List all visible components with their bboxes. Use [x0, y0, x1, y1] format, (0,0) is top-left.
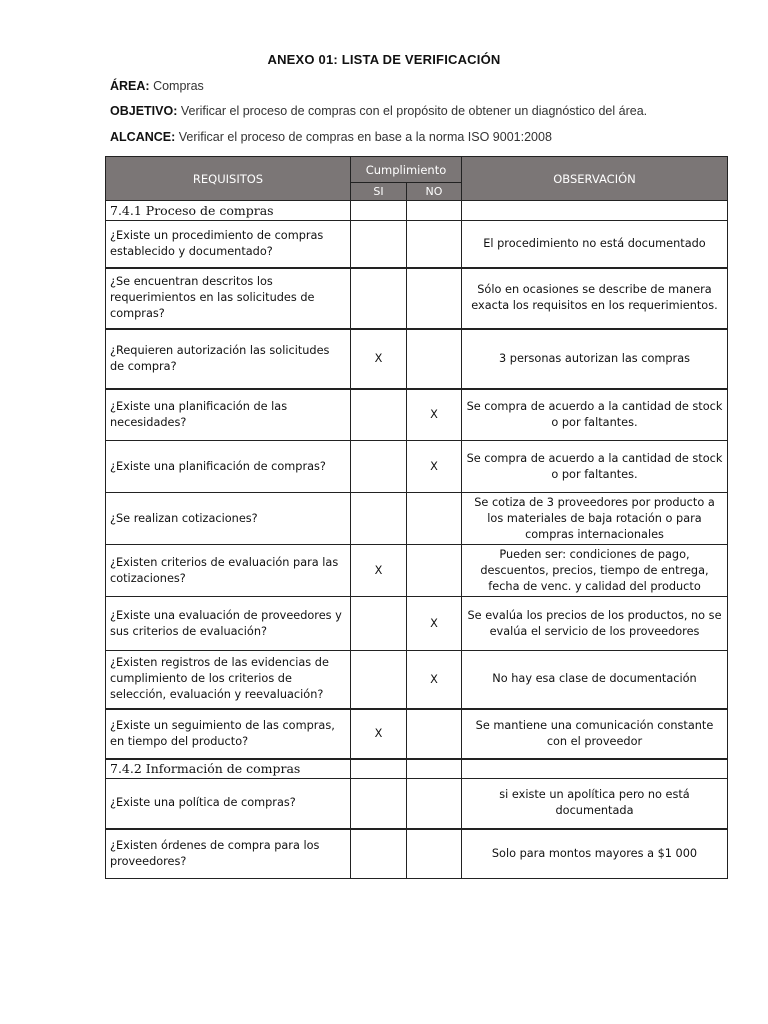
objective-line	[110, 104, 647, 118]
requirement-cell: ¿Existe una planificación de compras?	[106, 441, 351, 493]
observation-cell: Se evalúa los precios de los productos, no se evalúa el servicio de los proveedores	[462, 597, 728, 651]
table-row	[106, 651, 728, 709]
section-row	[106, 759, 728, 779]
area-value: Compras	[153, 79, 204, 93]
si-cell: X	[351, 545, 407, 597]
si-cell	[351, 389, 407, 441]
no-cell: X	[407, 441, 462, 493]
requirement-cell: ¿Existe una planificación de las necesidades?	[106, 389, 351, 441]
observation-cell: 3 personas autorizan las compras	[462, 329, 728, 389]
requirement-cell: ¿Existe una política de compras?	[106, 779, 351, 829]
table-row	[106, 597, 728, 651]
requirement-cell: ¿Existen registros de las evidencias de cumplimiento de los criterios de selección, evaluación y reevaluación?	[106, 651, 351, 709]
no-cell: X	[407, 651, 462, 709]
scope-line	[110, 130, 552, 144]
si-cell	[351, 597, 407, 651]
header-cumplimiento: Cumplimiento	[351, 157, 462, 183]
si-cell	[351, 221, 407, 268]
si-cell	[351, 779, 407, 829]
observation-cell: Se compra de acuerdo a la cantidad de stock o por faltantes.	[462, 441, 728, 493]
si-cell	[351, 268, 407, 329]
requirement-cell: ¿Requieren autorización las solicitudes de compra?	[106, 329, 351, 389]
observation-cell: Pueden ser: condiciones de pago, descuentos, precios, tiempo de entrega, fecha de venc. y calidad del producto	[462, 545, 728, 597]
header-observacion: OBSERVACIÓN	[462, 157, 728, 201]
table-row	[106, 829, 728, 879]
requirement-cell: ¿Existe una evaluación de proveedores y sus criterios de evaluación?	[106, 597, 351, 651]
area-label: ÁREA:	[110, 79, 150, 93]
table-row	[106, 221, 728, 268]
checklist-table	[105, 156, 728, 879]
observation-cell: El procedimiento no está documentado	[462, 221, 728, 268]
observation-cell: si existe un apolítica pero no está documentada	[462, 779, 728, 829]
no-cell: X	[407, 389, 462, 441]
section-title: 7.4.1 Proceso de compras	[106, 201, 351, 221]
no-cell	[407, 709, 462, 759]
si-cell	[351, 493, 407, 545]
no-cell	[407, 545, 462, 597]
observation-cell: No hay esa clase de documentación	[462, 651, 728, 709]
no-cell: X	[407, 597, 462, 651]
requirement-cell: ¿Existe un procedimiento de compras establecido y documentado?	[106, 221, 351, 268]
section-title: 7.4.2 Información de compras	[106, 759, 351, 779]
si-cell: X	[351, 329, 407, 389]
observation-cell: Solo para montos mayores a $1 000	[462, 829, 728, 879]
no-cell	[407, 779, 462, 829]
table-row	[106, 268, 728, 329]
requirement-cell: ¿Existe un seguimiento de las compras, en tiempo del producto?	[106, 709, 351, 759]
no-cell	[407, 268, 462, 329]
si-cell	[351, 441, 407, 493]
table-row	[106, 545, 728, 597]
table-row	[106, 779, 728, 829]
header-no: NO	[407, 183, 462, 201]
observation-cell: Sólo en ocasiones se describe de manera exacta los requisitos en los requerimientos.	[462, 268, 728, 329]
header-si: SI	[351, 183, 407, 201]
no-cell	[407, 829, 462, 879]
si-cell: X	[351, 709, 407, 759]
table-row	[106, 389, 728, 441]
no-cell	[407, 493, 462, 545]
section-row	[106, 201, 728, 221]
requirement-cell: ¿Existen criterios de evaluación para las cotizaciones?	[106, 545, 351, 597]
table-row	[106, 441, 728, 493]
header-requisitos: REQUISITOS	[106, 157, 351, 201]
scope-value: Verificar el proceso de compras en base a la norma ISO 9001:2008	[178, 130, 552, 144]
table-row	[106, 329, 728, 389]
observation-cell: Se compra de acuerdo a la cantidad de stock o por faltantes.	[462, 389, 728, 441]
objective-value: Verificar el proceso de compras con el propósito de obtener un diagnóstico del área.	[180, 104, 648, 118]
si-cell	[351, 651, 407, 709]
document-title: ANEXO 01: LISTA DE VERIFICACIÓN	[267, 52, 501, 67]
table-row	[106, 493, 728, 545]
si-cell	[351, 829, 407, 879]
area-line	[110, 79, 204, 93]
observation-cell: Se mantiene una comunicación constante con el proveedor	[462, 709, 728, 759]
requirement-cell: ¿Se realizan cotizaciones?	[106, 493, 351, 545]
requirement-cell: ¿Existen órdenes de compra para los proveedores?	[106, 829, 351, 879]
no-cell	[407, 221, 462, 268]
objective-label: OBJETIVO:	[110, 104, 178, 118]
requirement-cell: ¿Se encuentran descritos los requerimientos en las solicitudes de compras?	[106, 268, 351, 329]
observation-cell: Se cotiza de 3 proveedores por producto a los materiales de baja rotación o para compras internacionales	[462, 493, 728, 545]
table-row	[106, 709, 728, 759]
scope-label: ALCANCE:	[110, 130, 176, 144]
no-cell	[407, 329, 462, 389]
